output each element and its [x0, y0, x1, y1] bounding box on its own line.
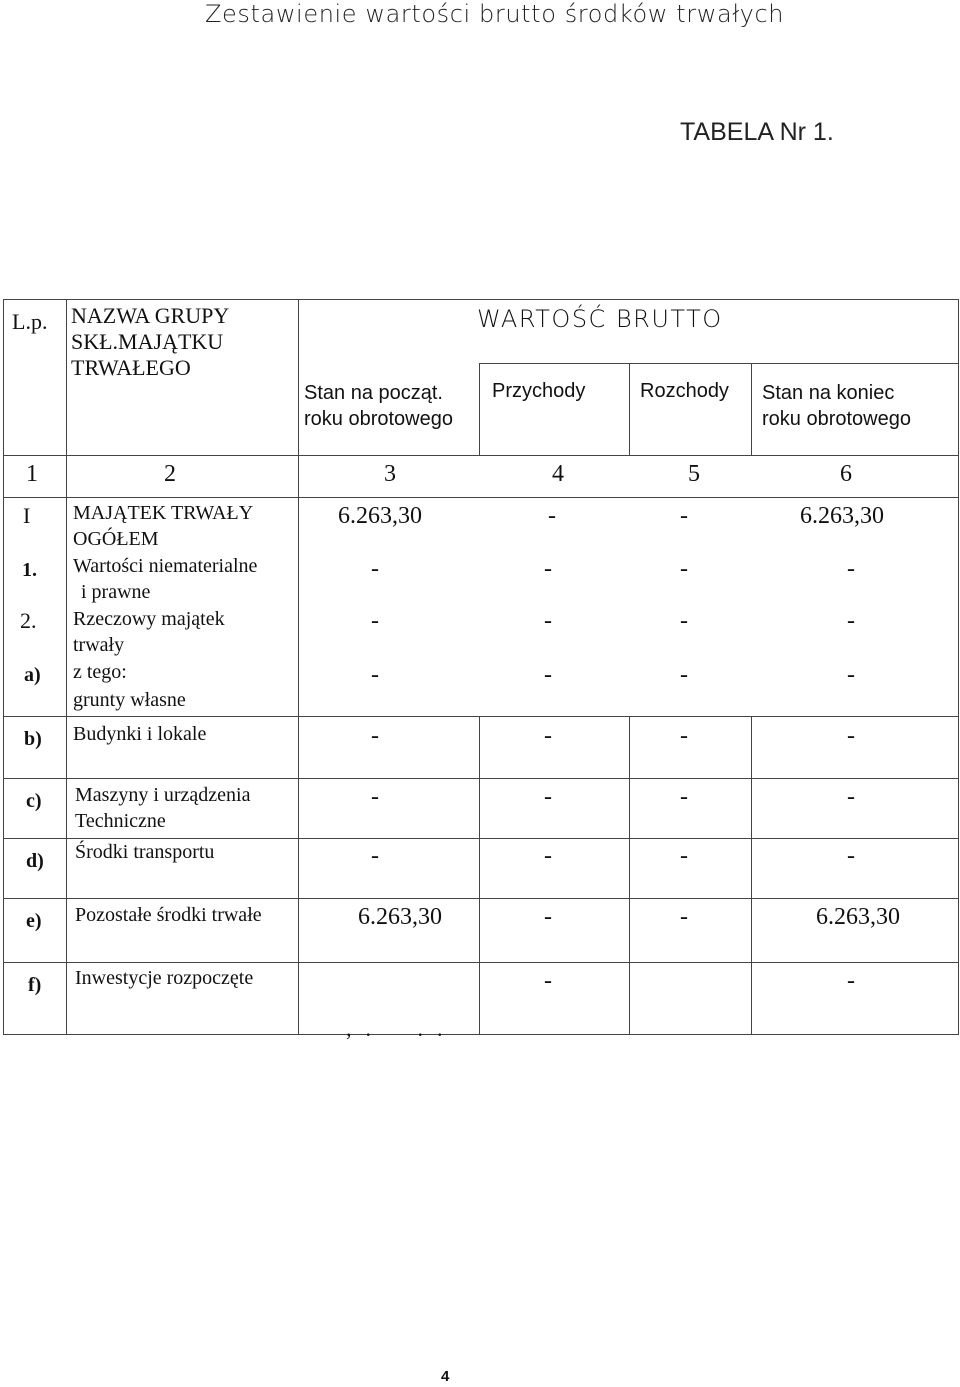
column-number-1: 1 — [26, 461, 38, 487]
header-col4: Przychody — [492, 380, 586, 402]
header-lp: L.p. — [12, 309, 48, 334]
header-name-line1: NAZWA GRUPY — [71, 303, 230, 328]
row-value-col6: - — [847, 608, 855, 634]
row-value-col3: 6.263,30 — [358, 904, 442, 930]
row-name-line2: grunty własne — [73, 689, 186, 711]
row-value-col4: - — [544, 608, 552, 634]
row-lp: f) — [28, 974, 42, 996]
row-value-col4: - — [544, 843, 552, 869]
row-value-col3: - — [371, 843, 379, 869]
row-value-col4: - — [544, 723, 552, 749]
row-value-col6: 6.263,30 — [816, 904, 900, 930]
row-name-line1: z tego: — [73, 661, 127, 683]
row-name: Pozostałe środki trwałe — [75, 904, 262, 926]
row-value-col5: - — [680, 723, 688, 749]
row-name — [75, 782, 250, 834]
row-lp: b) — [24, 728, 42, 750]
row-value-col6: 6.263,30 — [800, 503, 884, 529]
header-name-line3: TRWAŁEGO — [71, 355, 191, 380]
column-number-4: 4 — [552, 461, 564, 487]
column-number-5: 5 — [688, 461, 700, 487]
row-name — [73, 500, 253, 552]
row-value-col3: - — [371, 608, 379, 634]
row-value-col5: - — [680, 904, 688, 930]
row-value-col6: - — [847, 843, 855, 869]
page-title: Zestawienie wartości brutto środków trwałych — [205, 0, 785, 28]
row-name: Środki transportu — [75, 841, 215, 863]
row-name-line1: Wartości niematerialne — [73, 555, 258, 577]
column-number-2: 2 — [164, 461, 176, 487]
row-value-col4: - — [544, 784, 552, 810]
row-value-col5: - — [680, 843, 688, 869]
header-col6-line2: roku obrotowego — [762, 408, 911, 430]
row-lp: 2. — [20, 608, 37, 633]
header-col6 — [762, 380, 911, 432]
row-lp: 1. — [22, 559, 37, 581]
row-value-col6: - — [847, 968, 855, 994]
row-name — [73, 606, 225, 658]
header-col3-line1: Stan na począt. — [304, 382, 443, 404]
header-wartosc-brutto: WARTOŚĆ BRUTTO — [477, 305, 723, 333]
row-name-line2: OGÓŁEM — [73, 528, 159, 550]
row-value-col5: - — [680, 556, 688, 582]
row-value-col4: - — [548, 503, 556, 529]
row-name-line2: Techniczne — [75, 810, 166, 832]
row-value-col3: - — [371, 662, 379, 688]
stray-marks: , . . . — [346, 1016, 444, 1041]
row-name-line2: trwały — [73, 634, 125, 656]
header-col5: Rozchody — [640, 380, 729, 402]
page-number: 4 — [441, 1368, 450, 1385]
table-label: TABELA Nr 1. — [680, 118, 834, 146]
row-value-col3: - — [371, 723, 379, 749]
row-value-col4: - — [544, 904, 552, 930]
row-value-col4: - — [544, 556, 552, 582]
row-value-col5: - — [680, 662, 688, 688]
row-value-col4: - — [544, 968, 552, 994]
row-value-col3: - — [371, 784, 379, 810]
row-lp: I — [23, 503, 31, 528]
row-value-col6: - — [847, 662, 855, 688]
row-lp: d) — [26, 850, 44, 872]
header-col3-line2: roku obrotowego — [304, 408, 453, 430]
header-name — [71, 303, 229, 381]
row-value-col5: - — [680, 503, 688, 529]
row-lp: e) — [26, 910, 42, 932]
row-value-col6: - — [847, 784, 855, 810]
row-value-col3: - — [371, 556, 379, 582]
row-lp: c) — [26, 790, 42, 812]
row-value-col5: - — [680, 608, 688, 634]
row-name-line1: MAJĄTEK TRWAŁY — [73, 502, 254, 524]
row-value-col3: 6.263,30 — [338, 503, 422, 529]
row-lp: a) — [24, 664, 41, 686]
row-name: Budynki i lokale — [73, 723, 207, 745]
header-col6-line1: Stan na koniec — [762, 382, 895, 404]
row-value-col6: - — [847, 556, 855, 582]
row-name: Inwestycje rozpoczęte — [75, 967, 254, 989]
row-value-col4: - — [544, 662, 552, 688]
row-value-col5: - — [680, 784, 688, 810]
row-value-col6: - — [847, 723, 855, 749]
row-name — [73, 658, 186, 714]
row-name-line2: i prawne — [81, 581, 151, 603]
header-col3 — [304, 380, 453, 432]
column-number-3: 3 — [384, 461, 396, 487]
row-name-line1: Rzeczowy majątek — [73, 608, 225, 630]
row-name — [73, 553, 257, 605]
header-name-line2: SKŁ.MAJĄTKU — [71, 329, 224, 354]
row-name-line1: Maszyny i urządzenia — [75, 784, 251, 806]
column-number-6: 6 — [840, 461, 852, 487]
